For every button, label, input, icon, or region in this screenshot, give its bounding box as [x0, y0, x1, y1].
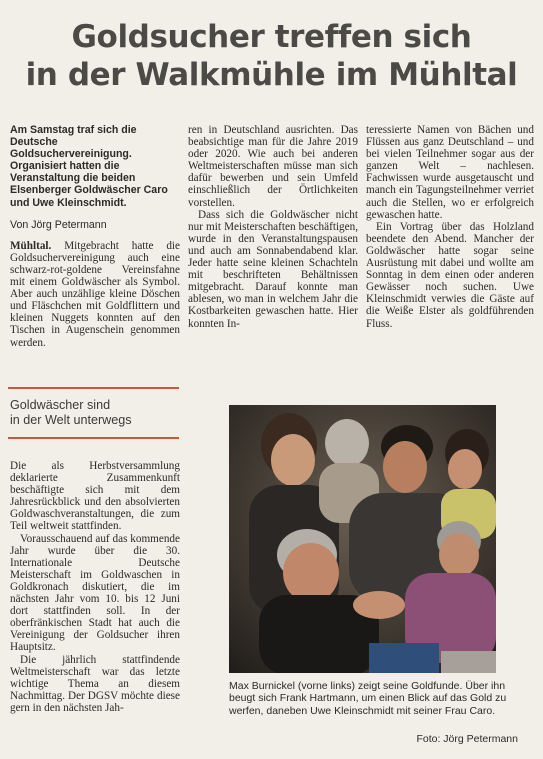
subheading-line-1: Goldwäscher sind — [10, 398, 111, 412]
column-2-paragraph-1: ren in Deutschland ausrichten. Das beabsichtige man für die Jahre 2019 oder 2020. Wie auch bei anderen Weltmeisterschaften müsse man sich dafür bewerben und sein Umfeld einschließlich der Örtlichkeiten vorstellen. — [188, 124, 358, 209]
column-2-paragraph-2: Dass sich die Goldwäscher nicht nur mit Meisterschaften beschäftigen, wurde in den Veranstaltungspausen und auch am Sonnabendabend klar. Jeder hatte seine kleinen Schachteln mit beschrifteten Behältnissen mitgebracht. Darauf konnte man ablesen, wo man in welchem Jahr die Kostbarkeiten gewaschen hatte. Hier konnten In- — [188, 208, 358, 330]
section-rule-bottom — [8, 437, 179, 439]
column-1-lower-paragraph-2: Vorausschauend auf das kommende Jahr wurde über die 30. Internationale Deutsche Meisterschaft im Goldwaschen in Goldkronach diskutiert, die im nächsten Jahr vom 10. bis 12 Juni dort stattfinden soll. In der oberfränkischen Stadt hat auch die Vereinigung der Goldsucher ihren Hauptsitz. — [10, 532, 180, 654]
section-rule-top — [8, 387, 179, 389]
column-1-paragraph-text: Mitgebracht hatte die Goldsuchervereinigung auch eine schwarz-rot-goldene Vereinsfahne mit einem Goldwäscher als Symbol. Aber auch unzählige kleine Döschen und Fläschchen mit Goldflittern und kleinen Nuggets konnten auf den Tischen in Augenschein genommen werden. — [10, 239, 180, 349]
column-1-upper — [10, 124, 180, 349]
news-photo — [229, 405, 496, 673]
subheading — [10, 398, 180, 428]
column-3-paragraph-2: Ein Vortrag über das Holzland beendete den Abend. Mancher der Goldwäscher hatte sogar seine Ausrüstung mit dabei und wollte am Sonntag in dem einen oder anderen Gewässer noch suchen. Uwe Kleinschmidt verwies die Gäste auf die Weiße Elster als goldführenden Fluss. — [366, 220, 534, 330]
headline-line-1: Goldsucher treffen sich — [71, 19, 472, 55]
photo-caption: Max Burnickel (vorne links) zeigt seine Goldfunde. Über ihn beugt sich Frank Hartmann, um einen Blick auf das Gold zu werfen, daneben Uwe Kleinschmidt mit seiner Frau Caro. — [229, 680, 507, 717]
photo-illustration — [229, 405, 496, 673]
headline-line-2: in der Walkmühle im Mühltal — [25, 57, 518, 93]
column-1-lower-paragraph-3: Die jährlich stattfindende Weltmeisterschaft war das letzte wichtige Thema an diesem Nachmittag. Der DGSV möchte diese gern in den nächsten Jah- — [10, 653, 180, 714]
lead-paragraph: Am Samstag traf sich die Deutsche Goldsuchervereinigung. Organisiert hatten die Veranstaltung die beiden Elsenberger Goldwäscher Caro und Uwe Kleinschmidt. — [10, 124, 168, 209]
column-3-paragraph-1: teressierte Namen von Bächen und Flüssen aus ganz Deutschland – und bei vielen Teilnehmer sogar aus der ganzen Welt – nachlesen. Fachwissen wurde ausgetauscht und manch ein Tagungsteilnehmer verriet auch die Stellen, wo er erfolgreich gewaschen hatte. — [366, 124, 534, 221]
column-1-lower-paragraph-1: Die als Herbstversammlung deklarierte Zusammenkunft beschäftigte sich mit dem Jahresrückblick und den absolvierten Goldwaschveranstaltungen, die zum Teil weltweit stattfinden. — [10, 460, 180, 533]
subheading-line-2: in der Welt unterwegs — [10, 413, 132, 427]
column-1-lower — [10, 460, 180, 714]
photo-credit: Foto: Jörg Petermann — [416, 733, 518, 745]
column-1-paragraph — [10, 240, 180, 349]
column-3 — [366, 124, 534, 330]
column-2 — [188, 124, 358, 330]
headline — [0, 18, 543, 94]
byline: Von Jörg Petermann — [10, 218, 107, 231]
dateline-place: Mühltal. — [10, 239, 52, 252]
